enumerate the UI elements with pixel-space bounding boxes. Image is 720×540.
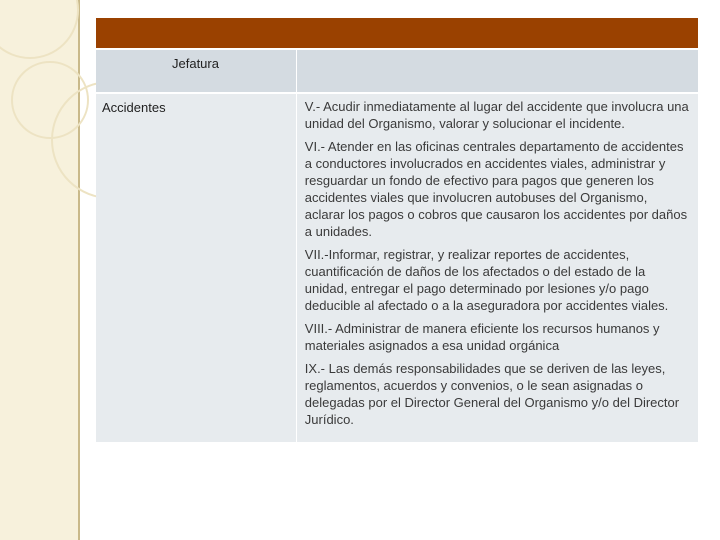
responsibility-item-ix: IX.- Las demás responsabilidades que se deriven de las leyes, reglamentos, acuerdos y convenios, o le sean asignadas o delegadas por el Director General del Organismo y/o del Director Jurídico. bbox=[304, 361, 680, 427]
header-jefatura-label: Jefatura bbox=[172, 56, 219, 71]
ring-top bbox=[0, 0, 78, 58]
row-description-cell bbox=[296, 93, 698, 442]
responsibilities-list bbox=[297, 94, 698, 442]
table-row bbox=[96, 93, 698, 442]
responsibility-item-viii: VIII.- Administrar de manera eficiente los recursos humanos y materiales asignados a esa unidad orgánica bbox=[304, 321, 660, 353]
ring-small bbox=[12, 62, 88, 138]
responsibility-item-v: V.- Acudir inmediatamente al lugar del accidente que involucra una unidad del Organismo, valorar y solucionar el incidente. bbox=[304, 99, 689, 131]
table-header-row bbox=[96, 49, 698, 93]
header-cell-empty bbox=[296, 49, 698, 93]
table-header-bar bbox=[96, 18, 698, 49]
responsibility-item-vii: VII.-Informar, registrar, y realizar reportes de accidentes, cuantificación de daños de los afectados o del estado de la unidad, entregar el pago determinado por lesiones y/o pago deducible al afectado o a la aseguradora por accidentes viales. bbox=[304, 247, 669, 313]
row-label-accidentes: Accidentes bbox=[102, 100, 166, 115]
row-label-cell bbox=[96, 93, 296, 442]
responsibility-item-vi: VI.- Atender en las oficinas centrales departamento de accidentes a conductores involucrados en accidentes viales, administrar y resguardar un fondo de efectivo para pagos que generen los accidentes viales que involucren autobuses del Organismo, aclarar los pagos o cobros que causaron los accidentes por daños a unidades. bbox=[304, 139, 688, 239]
header-cell-jefatura bbox=[96, 49, 296, 93]
responsibilities-table bbox=[96, 18, 698, 442]
